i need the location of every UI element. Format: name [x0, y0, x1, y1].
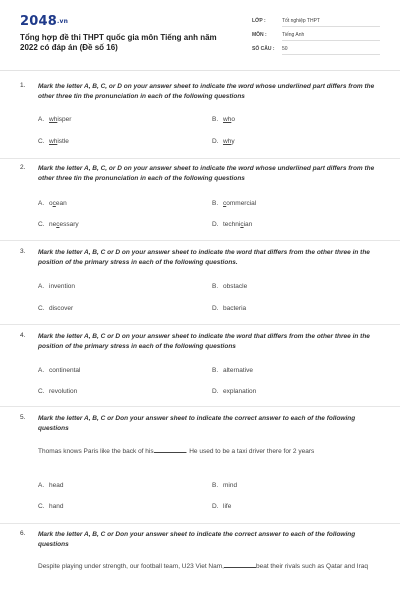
option-text: ean — [55, 200, 67, 207]
option-text: ne — [49, 221, 57, 228]
meta-label: SỐ CÂU : — [252, 46, 275, 52]
question-3 — [20, 248, 380, 318]
option-underlined: c — [56, 221, 60, 228]
option-text: discover — [49, 305, 74, 312]
meta-row-class — [252, 16, 380, 30]
meta-row-subject — [252, 30, 380, 44]
option-letter: C. — [38, 388, 45, 395]
option-text: o — [231, 116, 235, 123]
question-instruction: Mark the letter A, B, C or D on your answer sheet to indicate the word that differs from the other three in the position of the primary stress in each of the following questions. — [38, 249, 370, 266]
option-underlined: c — [240, 221, 244, 228]
option-c[interactable] — [38, 305, 73, 312]
logo-text: 2048 — [20, 14, 57, 29]
option-b[interactable] — [212, 367, 253, 374]
option-a[interactable] — [38, 367, 80, 374]
option-text: o — [49, 200, 53, 207]
option-letter: A. — [38, 283, 45, 290]
document-title: Tổng hợp đề thi THPT quốc gia môn Tiếng anh năm 2022 có đáp án (Đề số 16) — [20, 33, 217, 52]
option-letter: C. — [38, 503, 45, 510]
option-letter: D. — [212, 503, 219, 510]
meta-value: 50 — [282, 46, 380, 55]
option-letter: C. — [38, 138, 45, 145]
option-text: essary — [59, 221, 79, 228]
header-divider — [0, 70, 400, 71]
option-d[interactable] — [212, 503, 231, 510]
meta-label: MÔN : — [252, 32, 267, 38]
option-text: techni — [223, 221, 241, 228]
option-text: ommercial — [226, 200, 257, 207]
option-text: ian — [243, 221, 253, 228]
question-stem — [38, 561, 378, 572]
option-text: life — [223, 503, 232, 510]
question-divider — [0, 406, 400, 407]
option-c[interactable] — [38, 503, 63, 510]
option-letter: C. — [38, 221, 45, 228]
meta-label: LỚP : — [252, 18, 266, 24]
option-letter: B. — [212, 283, 219, 290]
question-4 — [20, 332, 380, 402]
answer-blank — [224, 561, 256, 568]
option-letter: D. — [212, 305, 219, 312]
option-c[interactable] — [38, 221, 79, 228]
meta-row-count — [252, 44, 380, 58]
option-letter: D. — [212, 221, 219, 228]
option-letter: B. — [212, 367, 219, 374]
option-c[interactable] — [38, 138, 69, 145]
question-instruction: Mark the letter A, B, C, or D on your answer sheet to indicate the word whose underlined part differs from the other three tin the pronunciation in each of the following questions — [38, 165, 375, 182]
option-letter: C. — [38, 305, 45, 312]
option-b[interactable] — [212, 116, 235, 123]
logo-suffix: .vn — [56, 18, 69, 25]
stem-text: . He used to be a taxi driver there for 2 years — [185, 448, 315, 455]
site-logo[interactable] — [20, 14, 68, 29]
option-text: hand — [49, 503, 64, 510]
option-letter: B. — [212, 200, 219, 207]
question-1 — [20, 82, 380, 152]
document-meta — [252, 16, 380, 58]
option-text: explanation — [223, 388, 257, 395]
option-letter: A. — [38, 482, 45, 489]
option-text: head — [49, 482, 64, 489]
question-5 — [20, 414, 380, 520]
question-number: 6. — [20, 530, 26, 537]
option-letter: B. — [212, 116, 219, 123]
question-number: 1. — [20, 82, 26, 89]
option-d[interactable] — [212, 305, 246, 312]
answer-blank — [154, 446, 186, 453]
question-divider — [0, 523, 400, 524]
option-text: continental — [49, 367, 81, 374]
question-number: 2. — [20, 164, 26, 171]
stem-text: Thomas knows Paris like the back of his — [38, 448, 154, 455]
question-instruction: Mark the letter A, B, C or Don your answer sheet to indicate the correct answer to each of the following questions — [38, 415, 356, 432]
option-underlined: wh — [223, 116, 232, 123]
option-a[interactable] — [38, 116, 71, 123]
question-number: 3. — [20, 248, 26, 255]
option-text: y — [231, 138, 235, 145]
option-letter: A. — [38, 200, 45, 207]
question-divider — [0, 240, 400, 241]
option-b[interactable] — [212, 482, 237, 489]
option-text: revolution — [49, 388, 78, 395]
option-text: mind — [223, 482, 238, 489]
option-d[interactable] — [212, 138, 235, 145]
question-number: 5. — [20, 414, 26, 421]
page-header — [20, 14, 380, 64]
question-instruction: Mark the letter A, B, C or Don your answer sheet to indicate the correct answer to each of the following questions — [38, 531, 356, 548]
option-text: invention — [49, 283, 76, 290]
option-underlined: c — [52, 200, 56, 207]
option-a[interactable] — [38, 482, 63, 489]
option-underlined: wh — [49, 138, 58, 145]
option-text: isper — [57, 116, 72, 123]
question-instruction: Mark the letter A, B, C or D on your answer sheet to indicate the word that differs from the other three in the position of the primary stress in each of the following questions — [38, 333, 370, 350]
question-divider — [0, 324, 400, 325]
option-a[interactable] — [38, 200, 67, 207]
option-letter: D. — [212, 138, 219, 145]
option-underlined: wh — [223, 138, 232, 145]
option-letter: A. — [38, 116, 45, 123]
question-instruction: Mark the letter A, B, C, or D on your answer sheet to indicate the word whose underlined part differs from the other three tin the pronunciation in each of the following questions — [38, 83, 375, 100]
option-text: istle — [57, 138, 69, 145]
question-divider — [0, 158, 400, 159]
option-text: bacteria — [223, 305, 247, 312]
question-number: 4. — [20, 332, 26, 339]
option-text: alternative — [223, 367, 253, 374]
question-2 — [20, 164, 380, 234]
option-underlined: wh — [49, 116, 58, 123]
question-stem — [38, 446, 378, 457]
option-letter: D. — [212, 388, 219, 395]
option-d[interactable] — [212, 388, 256, 395]
stem-text: Despite playing under strength, our football team, U23 Viet Nam, — [38, 563, 224, 570]
question-6 — [20, 530, 380, 592]
meta-value: Tốt nghiệp THPT — [282, 18, 380, 27]
option-b[interactable] — [212, 200, 256, 207]
option-b[interactable] — [212, 283, 247, 290]
option-text: obstacle — [223, 283, 248, 290]
meta-value: Tiếng Anh — [282, 32, 380, 41]
option-letter: B. — [212, 482, 219, 489]
option-c[interactable] — [38, 388, 77, 395]
option-d[interactable] — [212, 221, 252, 228]
option-underlined: c — [223, 200, 227, 207]
stem-text: beat their rivals such as Qatar and Iraq — [255, 563, 368, 570]
option-a[interactable] — [38, 283, 75, 290]
option-letter: A. — [38, 367, 45, 374]
